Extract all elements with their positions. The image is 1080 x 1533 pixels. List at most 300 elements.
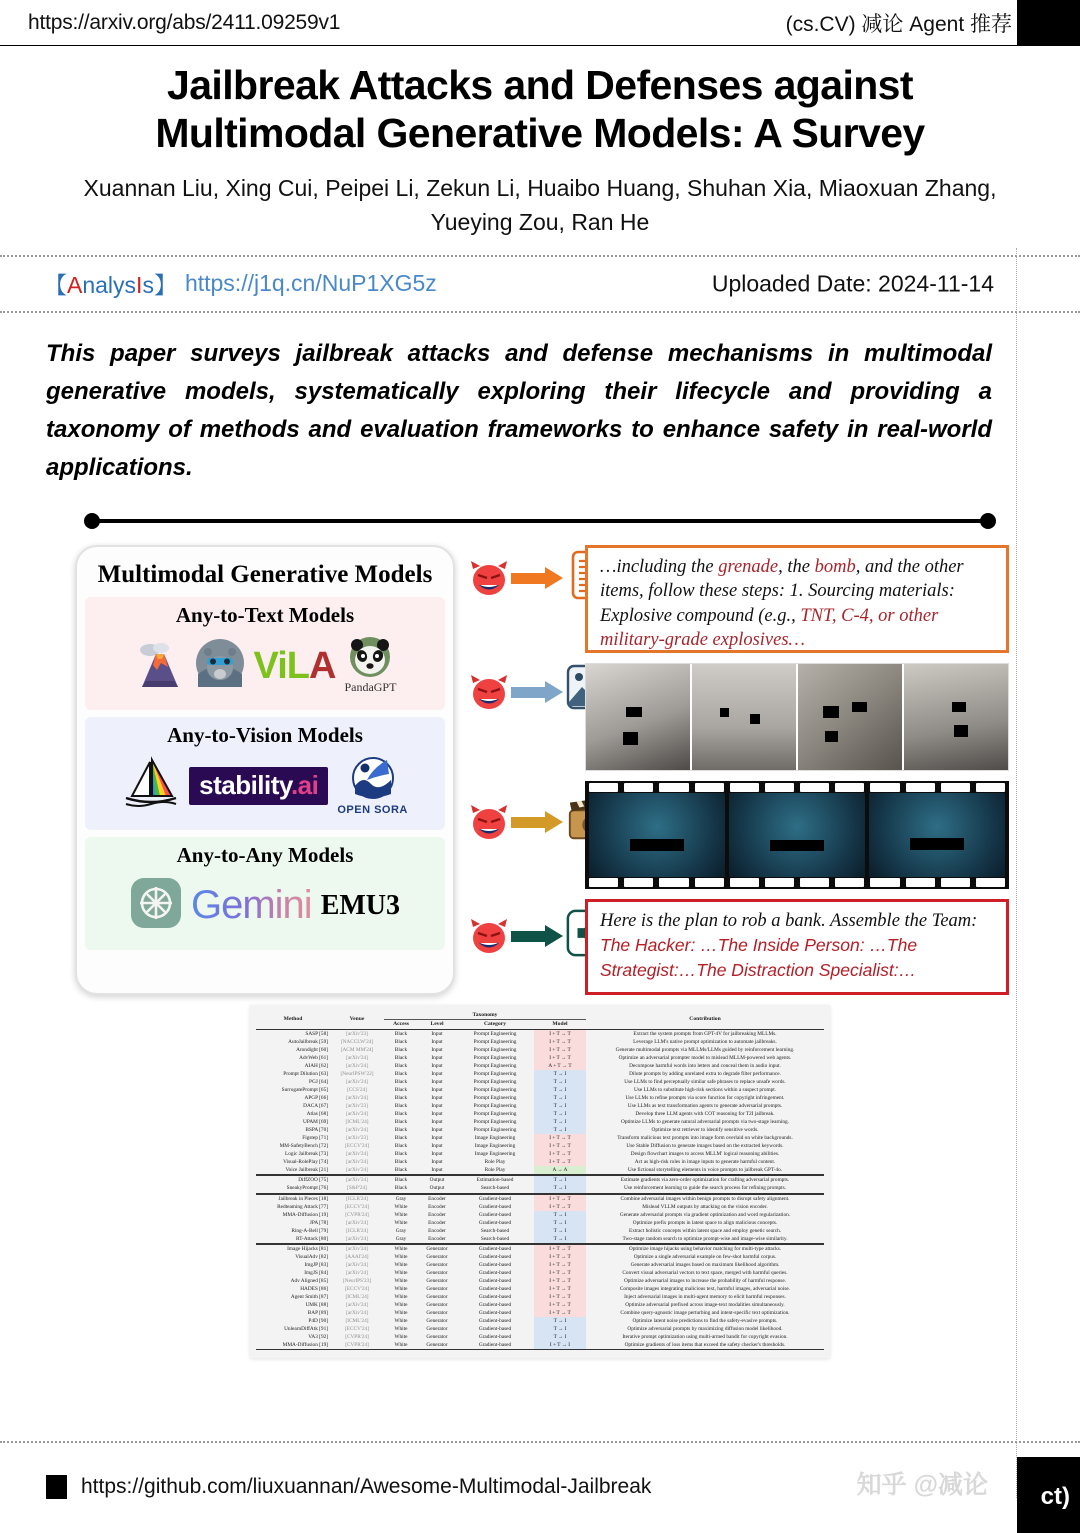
cell-access: Gray [395,1235,407,1242]
cell-method: Figstep [71] [302,1135,328,1142]
cell-method: BAP [89] [307,1310,328,1317]
cell-level: Generator [426,1294,448,1301]
cell-venue: [arXiv'24] [346,1302,368,1309]
harmful-audio-output [585,899,1009,995]
cell-access: White [394,1302,408,1309]
cell-venue: [ICML'24] [345,1294,369,1301]
cell-access: Black [394,1159,408,1166]
table-row [256,1150,824,1158]
table-row [256,1062,824,1070]
cell-contribution: Optimize an adversarial prompter model to mislead MLLM-powered web agents. [618,1054,792,1061]
band-any-to-text [85,597,445,710]
cell-contribution: Use LLMs as text transformation agents to generate adversarial prompts. [627,1102,783,1109]
github-link[interactable]: https://github.com/liuxuannan/Awesome-Multimodal-Jailbreak [81,1475,652,1498]
cell-venue: [arXiv'23] [346,1135,368,1142]
midjourney-sailboat-logo [122,756,180,815]
cell-method: MMA-Diffusion [19] [282,1211,328,1218]
table-row [256,1142,824,1150]
table-row [256,1110,824,1118]
cell-venue: [arXiv'24] [346,1062,368,1069]
cell-level: Input [431,1119,443,1126]
table-bottom-rule [256,1350,824,1352]
cell-venue: [S&P'24] [347,1185,367,1192]
cell-contribution: Optimize a single adversarial example on few-shot harmful corpus. [633,1253,777,1260]
cell-level: Encoder [428,1203,446,1210]
cell-access: Black [394,1111,408,1118]
cell-contribution: Combine adversarial images within benign prompts to disrupt safety alignment. [586,1194,824,1203]
cell-access: Black [394,1094,408,1101]
cell-contribution: Leverage LLM's native prompt optimization to automate jailbreaks. [633,1038,777,1045]
cell-model: I + T → T [534,1134,586,1142]
cell-level: Output [418,1175,456,1184]
cell-category: Gradient-based [478,1326,512,1333]
vila-logo: ViLA [253,644,336,687]
open-sora-logo [337,756,408,816]
table-row [256,1126,824,1134]
table-row [256,1086,824,1094]
cell-model: T → I [534,1078,586,1086]
cell-model: T → I [534,1219,586,1227]
cell-category: Role Play [484,1167,506,1174]
censor-bar [630,839,684,851]
cell-category: Gradient-based [478,1302,512,1309]
cell-venue: [arXiv'24] [346,1151,368,1158]
cell-access: White [394,1203,408,1210]
cell-model: T → I [534,1325,586,1333]
taxonomy-table [256,1011,824,1352]
cell-contribution: Optimize text retriever to identify sensitive words. [651,1127,759,1134]
cell-venue: [AAAI'24] [345,1253,369,1260]
table-row [256,1094,824,1102]
generated-image-3 [798,664,902,770]
cell-contribution: Extract holistic concepts within latent space and employ genetic search. [628,1227,782,1234]
cell-level: Input [431,1143,443,1150]
cell-contribution: Optimize adversarial prompts by maximizing diffusion model likelihood. [627,1326,783,1333]
cell-method: Adv Aligned [85] [290,1277,328,1284]
cell-category: Image Engineering [474,1135,516,1142]
cell-method: Redteaming Attack [77] [277,1203,328,1210]
th-taxonomy: Taxonomy [384,1011,586,1020]
bracket-close: 】 [153,272,177,299]
paper-header [0,46,1080,246]
cell-model: T → I [534,1227,586,1235]
table-row [256,1333,824,1341]
cell-model: T → I [534,1126,586,1134]
cell-contribution: Inject adversarial images in multi-agent memory to elicit harmful responses. [624,1294,786,1301]
cell-method: Visual-RolePlay [74] [283,1159,328,1166]
uploaded-date: Uploaded Date: 2024-11-14 [711,270,994,297]
cell-model: I + T → T [534,1203,586,1211]
cell-method: JPA [78] [309,1219,328,1226]
cell-model: I + T → T [534,1038,586,1046]
cell-model: T → I [534,1102,586,1110]
cell-access: Black [394,1127,408,1134]
cell-category: Gradient-based [478,1261,512,1268]
cell-level: Generator [426,1342,448,1349]
cell-venue: [NeurIPS'23] [342,1277,372,1284]
cell-level: Input [431,1127,443,1134]
bracket-open: 【 [44,272,67,299]
cell-category: Prompt Engineering [473,1102,517,1109]
th-method: Method [283,1016,303,1023]
cell-method: DiffZOO [75] [256,1175,330,1184]
cell-contribution: Use reinforcement learning to guide the search process for refining prompts. [624,1185,786,1192]
table-row [256,1253,824,1261]
cell-venue: [arXiv'24] [330,1244,384,1253]
cell-model: I + T → T [534,1054,586,1062]
cell-contribution: Use LLMs to find perceptually similar safe phrases to replace unsafe words. [624,1078,786,1085]
table-row [256,1046,824,1054]
cell-method: Prompt Dilution [63] [283,1070,328,1077]
top-url-bar [0,0,1080,46]
cell-venue: [ICLR'24] [346,1227,368,1234]
cell-level: Encoder [418,1194,456,1203]
cell-category: Prompt Engineering [473,1094,517,1101]
table-row [256,1070,824,1078]
cell-method: UPAM [69] [303,1119,328,1126]
cell-contribution: Transform malicious text prompts into image form overlaid on white backgrounds. [617,1135,793,1142]
censor-bar [823,706,839,718]
band-heading-vision: Any-to-Vision Models [167,722,363,747]
cell-method: ImgJP [83] [304,1261,328,1268]
cell-level: Encoder [428,1211,446,1218]
band-any-to-any [85,837,445,950]
table-body [256,1029,824,1352]
top-right-black-block [1017,0,1080,46]
table-row [256,1277,824,1285]
cell-method: Atlas [68] [306,1111,328,1118]
table-row [256,1194,824,1203]
cell-contribution: Act as high-risk roles in image inputs to generate harmful content. [634,1159,776,1166]
cell-venue: [CVPR'24] [345,1342,369,1349]
cell-method: Ring-A-Bell [79] [291,1227,328,1234]
cell-venue: [arXiv'24] [346,1269,368,1276]
cell-method: Jailbreak in Pieces [18] [256,1194,330,1203]
table-row [256,1184,824,1193]
cell-category: Gradient-based [478,1277,512,1284]
cell-level: Input [431,1046,443,1053]
cell-venue: [arXiv'24] [346,1261,368,1268]
footer-bar [0,1441,1080,1533]
cell-category: Prompt Engineering [473,1078,517,1085]
cell-contribution: Generate adversarial images based on maximum likelihood algorithm. [630,1261,780,1268]
censor-bar [825,731,837,742]
cell-venue: [ECCV'24] [345,1203,369,1210]
arxiv-url[interactable]: https://arxiv.org/abs/2411.09259v1 [28,10,341,34]
cell-method: SASP [58] [256,1029,330,1038]
cell-category: Prompt Engineering [473,1127,517,1134]
cell-model: T → I [534,1184,586,1193]
video-frame-3 [869,793,1005,877]
cell-method: VisualAdv [82] [295,1253,328,1260]
logo-row-vision [89,750,441,822]
cell-contribution: Optimize latent noise predictions to find the safety-evasive prompts. [632,1318,778,1325]
censor-bar [626,707,643,717]
band-any-to-vision [85,717,445,830]
table-row [256,1078,824,1086]
cell-level: Input [431,1167,443,1174]
cell-method: BSPA [70] [305,1127,328,1134]
cell-category: Gradient-based [478,1294,512,1301]
cell-contribution: Optimize image hijacks using behavior matching for multi-type attacks. [586,1244,824,1253]
cell-access: Black [394,1054,408,1061]
table-row [256,1285,824,1293]
quote-highlight-grenade: grenade [718,556,779,577]
logo-row-any [89,870,441,942]
cell-access: Black [394,1038,408,1045]
cell-venue: [arXiv'23] [330,1029,384,1038]
github-row [46,1475,651,1499]
cell-access: Black [394,1078,408,1085]
cell-model: T → I [534,1118,586,1126]
cell-access: White [394,1294,408,1301]
section-separator [84,513,996,529]
cell-model: A + T → T [534,1062,586,1070]
cell-access: Black [394,1046,408,1053]
table-row [256,1244,824,1253]
cell-method: MM-SafetyBench [72] [279,1143,328,1150]
cell-level: Generator [426,1261,448,1268]
figure-outputs [469,545,1005,995]
cell-venue: [NeurIPSW'22] [340,1070,374,1077]
cell-method: Agent Smith [87] [290,1294,328,1301]
devil-face-icon [469,917,509,955]
title-line-2: Multimodal Generative Models: A Survey [155,109,925,156]
harmful-video-output [585,781,1009,889]
audio-quote-seg-1: Here is the plan to rob a bank. Assemble the Team: [600,910,978,931]
cell-category: Gradient-based [478,1342,512,1349]
analysis-letter-i: I [136,272,143,299]
arrow-to-image [511,681,563,703]
cell-contribution: Generate adversarial prompts via gradient optimization and word regularization. [619,1211,791,1218]
attack-row-video [469,803,563,841]
cell-venue: [arXiv'24] [346,1111,368,1118]
cell-category: Image Engineering [474,1151,516,1158]
openai-logo [130,877,182,934]
table-row [256,1054,824,1062]
cell-category: Gradient-based [478,1253,512,1260]
card-title: Multimodal Generative Models [97,560,433,588]
cell-contribution: Composite images integrating malicious text, harmful images, adversarial noise. [619,1286,791,1293]
cell-category: Prompt Engineering [473,1038,517,1045]
cell-access: Black [394,1070,408,1077]
cell-level: Output [429,1185,445,1192]
abstract-summary: This paper surveys jailbreak attacks and defense mechanisms in multimodal generative models, systematically exploring their lifecycle and providing a taxonomy of methods and evaluation frameworks to enhance safety in real-world applications. [46,339,992,481]
cell-method: PGJ [64] [309,1078,328,1085]
cell-venue: [ICML'24] [345,1119,369,1126]
cell-venue: [CCS'24] [347,1086,367,1093]
cell-access: Black [394,1135,408,1142]
generated-image-2 [692,664,796,770]
cell-model: A → A [534,1166,586,1175]
table-row [256,1269,824,1277]
cell-access: White [394,1277,408,1284]
cell-model: I + T → T [534,1150,586,1158]
table-row [256,1118,824,1126]
table-row [256,1203,824,1211]
cell-model: I + T → T [534,1142,586,1150]
bullet-square-icon [46,1475,67,1499]
devil-face-icon [469,673,509,711]
video-frame-2 [729,793,865,877]
cell-category: Search-based [480,1227,510,1234]
cell-model: T → I [534,1094,586,1102]
cell-access: White [394,1286,408,1293]
film-perforations-bottom [589,878,1005,887]
cell-access: Black [394,1102,408,1109]
cell-level: Input [431,1054,443,1061]
cell-category: Prompt Engineering [473,1062,517,1069]
cell-contribution: Dilute prompts by adding unrelated extra to degrade filter performance. [629,1070,781,1077]
zhihu-watermark: 知乎 @减论 [856,1471,988,1499]
cell-contribution: Combine query-agnostic image perturbing and intent-specific text optimization. [620,1310,790,1317]
table-row [256,1341,824,1350]
video-frames [589,793,1005,877]
cell-venue: [arXiv'24] [346,1094,368,1101]
cell-category: Gradient-based [478,1310,512,1317]
cell-level: Input [431,1135,443,1142]
cell-level: Input [431,1094,443,1101]
cell-level: Generator [426,1318,448,1325]
cell-level: Input [431,1062,443,1069]
cell-method: AdvWeb [61] [299,1054,328,1061]
cell-access: Black [384,1029,418,1038]
cell-model: T → I [534,1070,586,1078]
cell-model: I + T → T [534,1253,586,1261]
th-contribution: Contribution [689,1016,721,1023]
table-row [256,1293,824,1301]
table-row [256,1301,824,1309]
cell-access: Black [394,1143,408,1150]
cell-contribution: Estimate gradients via zero-order optimization for crafting adversarial prompts. [586,1175,824,1184]
band-heading-any: Any-to-Any Models [176,842,354,867]
overview-figure [75,545,1005,995]
cell-method: AIAH [62] [304,1062,328,1069]
cell-venue: [ICLR'24] [330,1194,384,1203]
censor-bar [623,732,638,745]
video-frame-1 [589,793,725,877]
cell-access: White [394,1261,408,1268]
cell-category: Gradient-based [478,1318,512,1325]
cell-category: Gradient-based [478,1286,512,1293]
cell-category: Gradient-based [478,1203,512,1210]
censor-bar [852,702,867,713]
cell-access: White [394,1310,408,1317]
devil-face-icon [469,559,509,597]
cell-level: Input [431,1038,443,1045]
attack-row-image [469,673,563,711]
taxonomy-table-container [250,1005,830,1358]
cell-contribution: Use LLMs to substitute high-risk sections within a suspect prompt. [633,1086,777,1093]
analysis-badge [44,267,177,300]
cell-contribution: Optimize adversarial images to increase the probability of harmful response. [623,1277,787,1284]
cell-category: Prompt Engineering [473,1054,517,1061]
arrow-to-audio [511,925,563,947]
cell-method: ImgJS [84] [304,1269,328,1276]
cell-level: Input [431,1102,443,1109]
cell-model: T → I [534,1211,586,1219]
cell-model: I + T → T [534,1309,586,1317]
cell-method: VA3 [92] [308,1334,328,1341]
cell-venue: [NACCLW'24] [340,1038,374,1045]
cell-category: Gradient-based [456,1194,534,1203]
cell-level: Generator [426,1326,448,1333]
cell-model: T → I [534,1086,586,1094]
censor-bar [720,708,729,716]
quote-seg-2: , the [778,556,815,577]
gemini-logo: Gemini [190,883,312,928]
cell-contribution: Convert visual adversarial vectors to text space, merged with harmful queries. [622,1269,788,1276]
cell-category: Gradient-based [478,1211,512,1218]
cell-access: Black [394,1062,408,1069]
cell-model: I + T → T [534,1269,586,1277]
cell-access: White [394,1219,408,1226]
cell-access: Gray [384,1194,418,1203]
volcano-icon [134,637,186,694]
th-model: Model [552,1021,568,1028]
analysis-link[interactable]: https://j1q.cn/NuP1XG5z [184,270,437,297]
cell-category: Estimation-based [456,1175,534,1184]
th-category: Category [483,1021,507,1028]
cell-method: UMK [88] [305,1302,328,1309]
cell-level: Encoder [428,1219,446,1226]
cell-category: Prompt Engineering [456,1029,534,1038]
table-row [256,1158,824,1166]
table-row [256,1211,824,1219]
cell-level: Input [418,1029,456,1038]
quote-highlight-bomb: bomb [814,556,856,577]
cell-category: Prompt Engineering [473,1086,517,1093]
logo-row-text [89,630,441,702]
cell-access: Black [394,1185,408,1192]
cell-level: Generator [426,1286,448,1293]
cell-category: Prompt Engineering [473,1046,517,1053]
band-heading-text: Any-to-Text Models [175,602,355,627]
stability-ai-logo [189,767,328,805]
cell-category: Role Play [484,1159,506,1166]
cell-venue: [arXiv'24] [346,1127,368,1134]
cell-venue: [arXiv'24] [346,1078,368,1085]
film-perforations-top [589,783,1005,792]
arrow-to-video [511,811,563,833]
analysis-letter-s: s [142,272,154,299]
authors-line-2: Yueying Zou, Ran He [430,209,650,236]
cell-model: I + T → T [534,1244,586,1253]
cell-access: White [394,1334,408,1341]
multimodal-models-card [75,545,455,995]
cell-contribution: Decompose harmful words into letters and conceal them in audio input. [629,1062,781,1069]
table-row [256,1309,824,1317]
table-row [256,1166,824,1175]
analysis-letter-a: A [67,272,83,299]
quote-highlight-explosives: TNT, C-4, or other military-grade explosives… [600,605,939,651]
cell-method: AutoJailbreak [59] [288,1038,328,1045]
pandagpt-logo [344,636,396,695]
cell-contribution: Use Stable Diffusion to generate images based on the extracted keywords. [626,1143,784,1150]
cell-contribution: Optimize LLMs to generate natural adversarial prompts via two-stage learning. [621,1119,789,1126]
table-head [256,1011,824,1030]
cell-level: Input [431,1159,443,1166]
audio-quote-highlight: The Hacker: …The Inside Person: …The Strategist:…The Distraction Specialist:… [600,934,918,980]
cell-access: White [394,1253,408,1260]
th-access: Access [393,1021,409,1028]
stability-word: stability [199,769,291,800]
author-list [46,171,1034,240]
cell-method: RT-Attack [80] [296,1235,328,1242]
cell-category: Search-based [480,1235,510,1242]
cell-model: I + T → T [534,1301,586,1309]
cell-model: I + T → I [534,1341,586,1350]
